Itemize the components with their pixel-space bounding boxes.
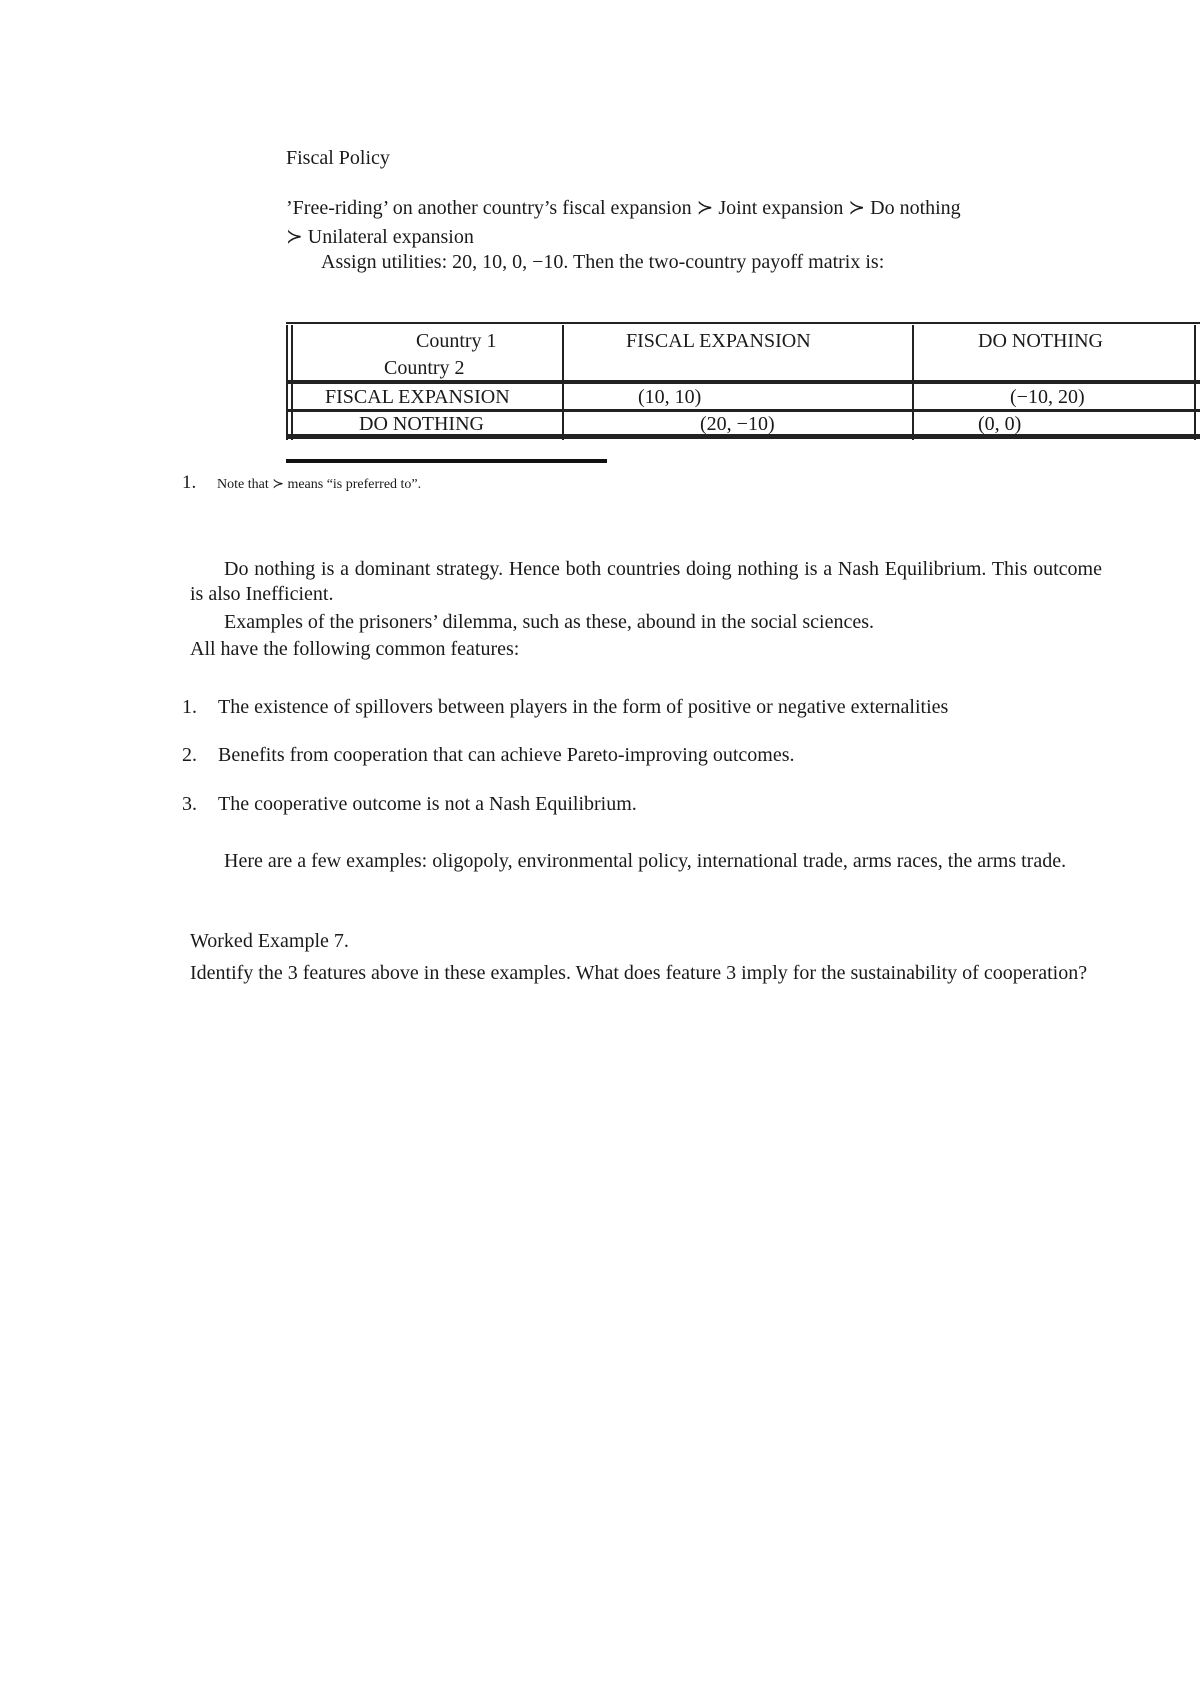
header-do-nothing: DO NOTHING <box>978 330 1103 352</box>
footnote-number: 1. <box>182 472 197 493</box>
paragraph-common-features: All have the following common features: <box>190 638 520 660</box>
table-top-rule <box>286 322 1200 324</box>
footnote-rule <box>286 459 607 463</box>
paragraph-prisoners-dilemma: Examples of the prisoners’ dilemma, such as these, abound in the social sciences. <box>224 611 874 633</box>
header-country-1: Country 1 <box>416 330 497 352</box>
footnote-text: Note that ≻ means “is preferred to”. <box>217 477 422 492</box>
payoff-table <box>286 325 1200 440</box>
payoff-dn-dn: (0, 0) <box>978 413 1022 435</box>
table-row-rule <box>286 409 1200 412</box>
worked-example-title: Worked Example 7. <box>190 930 349 952</box>
section-heading: Fiscal Policy <box>286 147 390 169</box>
payoff-dn-fe: (20, −10) <box>700 413 775 435</box>
feature-text-1: The existence of spillovers between players in the form of positive or negative externalities <box>218 696 949 718</box>
paragraph-dominant-strategy: Do nothing is a dominant strategy. Hence both countries doing nothing is a Nash Equilibrium. This outcome is also Inefficient. <box>190 558 1102 605</box>
header-country-2: Country 2 <box>384 357 465 379</box>
payoff-fe-dn: (−10, 20) <box>1010 386 1085 408</box>
feature-number-3: 3. <box>182 793 197 815</box>
ranking-line-1: ’Free-riding’ on another country’s fiscal expansion ≻ Joint expansion ≻ Do nothing <box>286 197 961 219</box>
header-fiscal-expansion: FISCAL EXPANSION <box>626 330 811 352</box>
feature-number-2: 2. <box>182 744 197 766</box>
feature-text-2: Benefits from cooperation that can achieve Pareto-improving outcomes. <box>218 744 795 766</box>
utilities-line: Assign utilities: 20, 10, 0, −10. Then the two-country payoff matrix is: <box>321 251 885 273</box>
ranking-line-2: ≻ Unilateral expansion <box>286 226 474 248</box>
worked-example-question: Identify the 3 features above in these examples. What does feature 3 imply for the sustainability of cooperation? <box>190 962 1088 984</box>
row-label-do-nothing: DO NOTHING <box>359 413 484 435</box>
paragraph-examples: Here are a few examples: oligopoly, environmental policy, international trade, arms races, the arms trade. <box>224 850 1067 872</box>
table-header-rule <box>286 380 1200 384</box>
feature-number-1: 1. <box>182 696 197 718</box>
feature-text-3: The cooperative outcome is not a Nash Equilibrium. <box>218 793 637 815</box>
row-label-fiscal-expansion: FISCAL EXPANSION <box>325 386 510 408</box>
payoff-fe-fe: (10, 10) <box>638 386 702 408</box>
